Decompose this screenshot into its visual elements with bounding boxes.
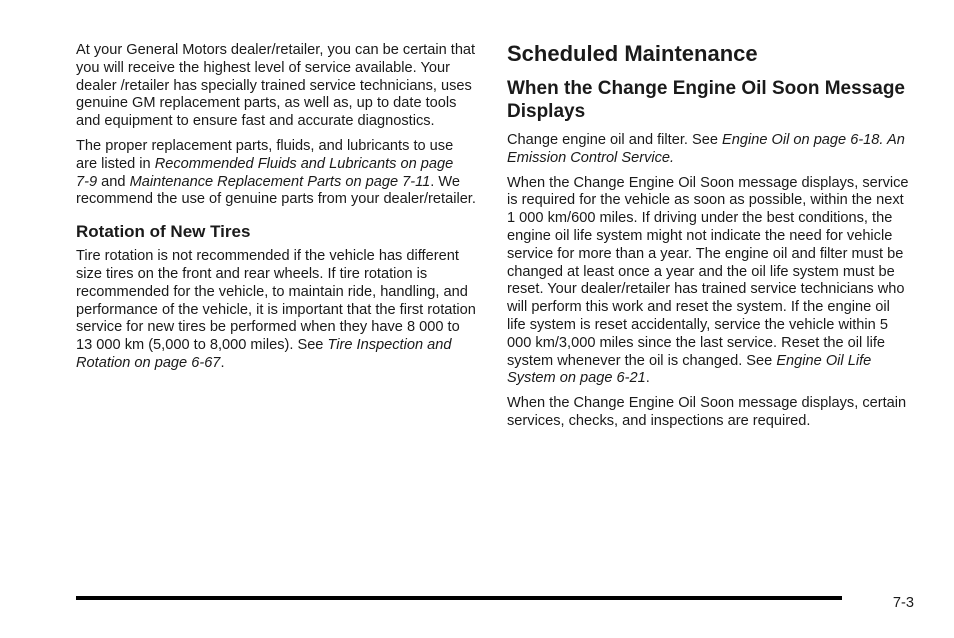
tire-rotation-reference[interactable]: Tire Inspection and Rotation on page 6‑67 (76, 337, 452, 371)
oil-life-text-2: . (645, 370, 650, 387)
right-column (507, 40, 911, 438)
parts-text-3: . We recommend the use of genuine parts from your dealer/retailer. (76, 173, 476, 208)
parts-text-1: The proper replacement parts, fluids, and lubricants to use are listed in (76, 137, 454, 172)
oil-life-text-1: When the Change Engine Oil Soon message displays, service is required for the vehicle as soon as possible, within the next 1 000 km/600 miles. If driving under the best conditions, the engine oil life system might not indicate the need for vehicle service for more than a year. The engine oil and filter must be changed at least once a year and the oil life system must be reset. Your dealer/retailer has trained service technicians who will perform this work and reset the system. If the engine oil life system is reset accidentally, service the vehicle within 5 000 km/3,000 miles since the last service. Reset the oil life system whenever the oil is changed. See (507, 174, 909, 369)
oil-life-paragraph (507, 175, 911, 389)
change-oil-paragraph (507, 132, 911, 168)
engine-oil-reference[interactable]: Engine Oil on page 6‑18 (722, 132, 880, 148)
replacement-parts-reference[interactable]: Maintenance Replacement Parts on page 7‑11 (129, 173, 431, 190)
footer-rule (76, 596, 842, 600)
rotation-paragraph (76, 248, 476, 373)
left-column (76, 42, 476, 380)
rotation-text-2: . (220, 354, 225, 371)
rotation-text-1: Tire rotation is not recommended if the vehicle has different size tires on the front and rear wheels. If tire rotation is recommended for the vehicle, to maintain ride, handling, and performance of the vehicle, it is important that the first rotation service for new tires be performed when they have 8 000 to 13 000 km (5,000 to 8,000 miles). See (76, 248, 476, 354)
fluids-lubricants-reference[interactable]: Recommended Fluids and Lubricants on page 7‑9 (76, 155, 454, 190)
rotation-heading: Rotation of New Tires (76, 222, 251, 242)
page-number: 7-3 (892, 595, 914, 611)
emission-service-note: An Emission Control Service. (507, 132, 905, 166)
services-paragraph: When the Change Engine Oil Soon message displays, certain services, checks, and inspections are required. (507, 395, 907, 429)
page-title: Scheduled Maintenance (507, 41, 758, 66)
parts-text-2: and (97, 173, 130, 190)
oil-message-heading: When the Change Engine Oil Soon Message Displays (507, 78, 905, 122)
change-oil-text-1: Change engine oil and filter. See (507, 132, 723, 148)
parts-paragraph (76, 138, 476, 209)
oil-life-system-reference[interactable]: Engine Oil Life System on page 6‑21 (507, 352, 872, 387)
intro-paragraph: At your General Motors dealer/retailer, you can be certain that you will receive the highest level of service available. Your dealer /retailer has specially trained service technicians, uses genuine GM replacement parts, as well as, up to date tools and equipment to ensure fast and accurate diagnostics. (76, 42, 476, 130)
change-oil-text-2: . (879, 132, 887, 148)
